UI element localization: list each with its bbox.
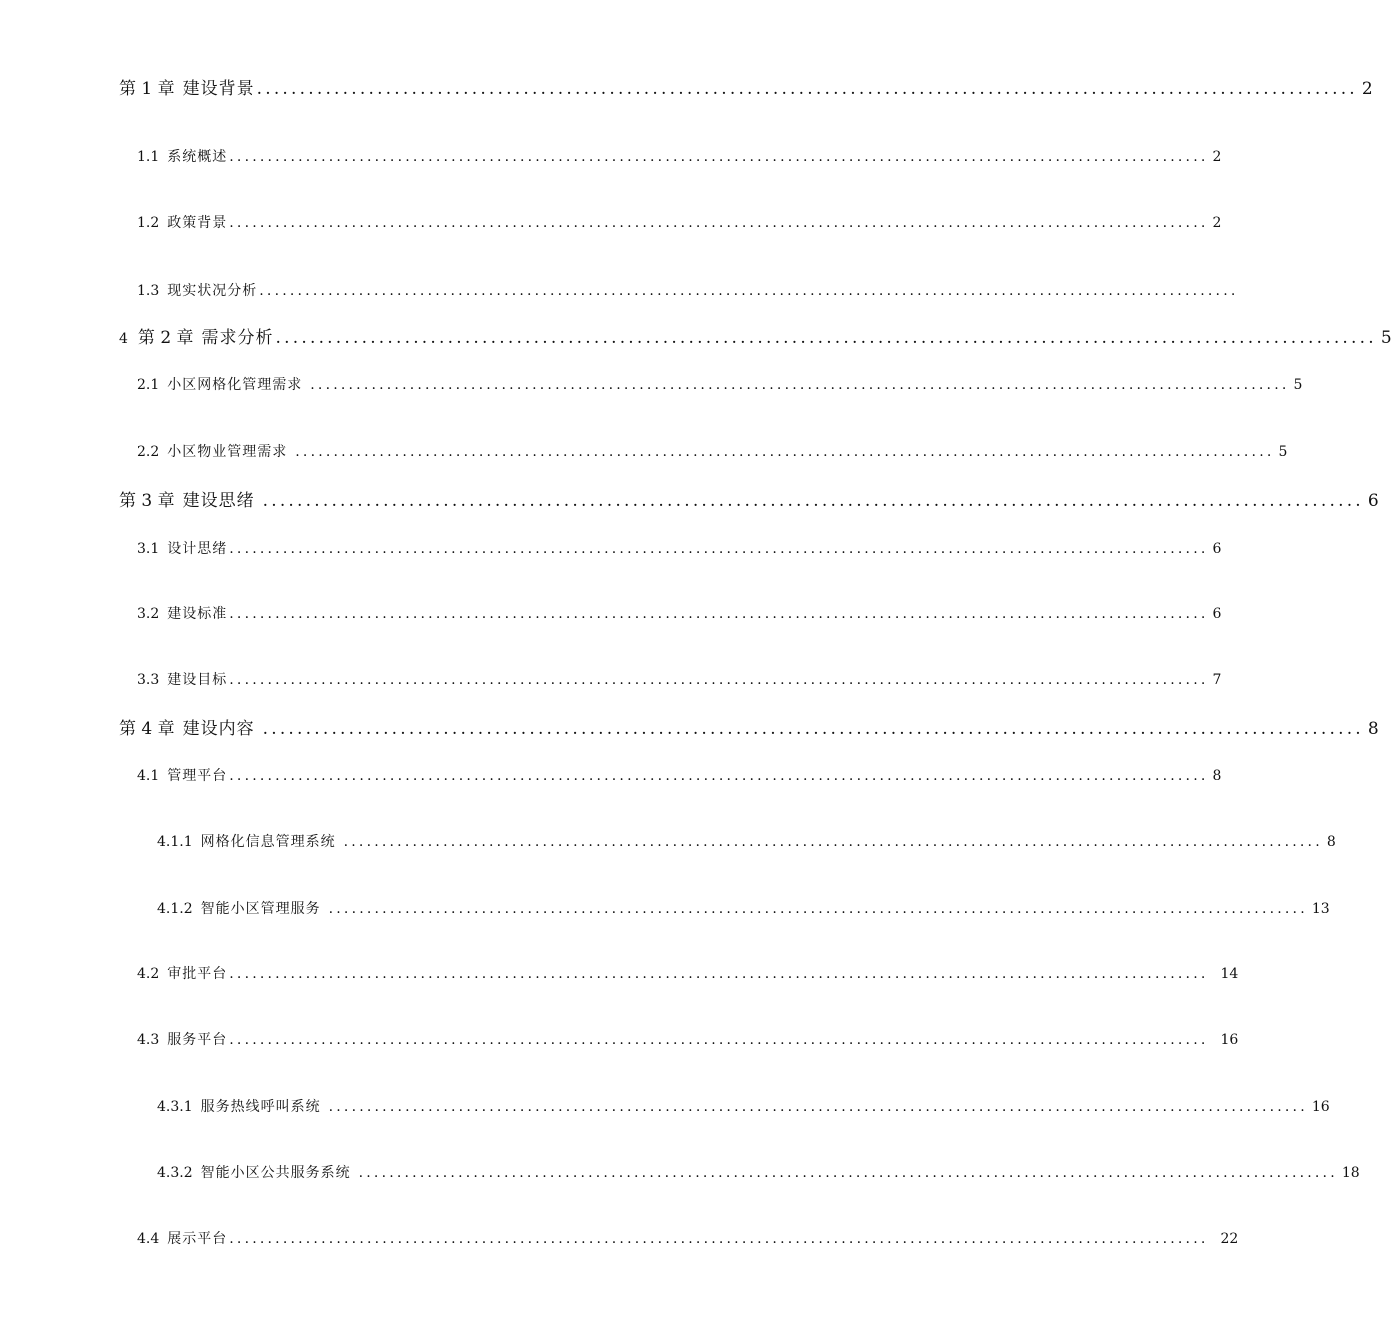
- toc-entry-4-3-1[interactable]: [157, 1096, 1330, 1116]
- toc-entry-page: 16: [1220, 1032, 1239, 1048]
- toc-entry-1-3[interactable]: [137, 280, 1239, 300]
- toc-entry-chapter-3[interactable]: [119, 486, 1379, 511]
- toc-entry-title: 审批平台: [167, 966, 228, 982]
- toc-entry-number: 4.1.2: [157, 901, 193, 917]
- toc-leader-dots: ................................................................................................................................: [229, 541, 1209, 557]
- toc-entry-page: 8: [1326, 834, 1336, 850]
- toc-leader-dots: ................................................................................................................................: [295, 444, 1275, 460]
- toc-leader-dots: ................................................................................................................................: [229, 966, 1209, 982]
- toc-entry-page: 7: [1212, 672, 1222, 688]
- toc-entry-4-1-1[interactable]: [157, 831, 1336, 851]
- toc-entry-number: 第 3 章: [119, 491, 175, 511]
- toc-entry-title: 建设标准: [167, 606, 228, 622]
- toc-entry-page: 18: [1341, 1165, 1360, 1181]
- toc-entry-title: 服务热线呼叫系统: [200, 1099, 321, 1115]
- toc-entry-3-2[interactable]: [137, 603, 1222, 623]
- toc-entry-number: 1.3: [137, 283, 160, 299]
- toc-entry-title: 小区物业管理需求: [167, 444, 288, 460]
- toc-entry-4-1-2[interactable]: [157, 898, 1330, 918]
- toc-entry-page: 5: [1278, 444, 1288, 460]
- toc-leader-dots: ................................................................................................................................: [310, 377, 1290, 393]
- toc-leader-dots: ................................................................................................................................: [328, 901, 1308, 917]
- toc-entry-number: 4.1: [137, 768, 160, 784]
- toc-entry-number: 3.3: [137, 672, 160, 688]
- toc-leader-dots: ................................................................................................................................: [229, 768, 1209, 784]
- toc-entry-title: 管理平台: [167, 768, 228, 784]
- toc-entry-page: 8: [1212, 768, 1222, 784]
- toc-entry-page: 16: [1311, 1099, 1330, 1115]
- toc-leader-dots: ................................................................................................................................: [262, 491, 1364, 511]
- toc-leader-dots: ................................................................................................................................: [229, 215, 1209, 231]
- toc-entry-title: 建设内容: [182, 719, 255, 739]
- toc-leader-dots: ................................................................................................................................: [358, 1165, 1338, 1181]
- toc-entry-page: 13: [1311, 901, 1330, 917]
- toc-entry-title: 建设目标: [167, 672, 228, 688]
- toc-entry-page: 14: [1220, 966, 1239, 982]
- toc-entry-page: 6: [1367, 491, 1379, 511]
- toc-entry-number: 4.1.1: [157, 834, 193, 850]
- toc-entry-1-2[interactable]: [137, 212, 1222, 232]
- toc-entry-2-1[interactable]: [137, 374, 1303, 394]
- toc-leader-dots: ................................................................................................................................: [275, 328, 1377, 348]
- toc-entry-4-4[interactable]: [137, 1228, 1239, 1248]
- toc-entry-title: 系统概述: [167, 149, 228, 165]
- toc-entry-title: 需求分析: [201, 328, 274, 348]
- toc-leader-dots: ................................................................................................................................: [229, 1032, 1209, 1048]
- toc-entry-chapter-4[interactable]: [119, 714, 1379, 739]
- toc-entry-number: 4.2: [137, 966, 160, 982]
- toc-leader-dots: ................................................................................................................................: [343, 834, 1323, 850]
- toc-entry-number: 2.2: [137, 444, 160, 460]
- toc-entry-3-1[interactable]: [137, 538, 1222, 558]
- toc-entry-number: 1.2: [137, 215, 160, 231]
- toc-entry-number: 第 2 章: [137, 328, 194, 348]
- toc-entry-title: 服务平台: [167, 1032, 228, 1048]
- toc-entry-4-1[interactable]: [137, 765, 1222, 785]
- toc-entry-chapter-1[interactable]: [119, 74, 1373, 99]
- toc-entry-stray-page-number: 4: [119, 331, 128, 347]
- toc-entry-number: 4.3: [137, 1032, 160, 1048]
- toc-entry-4-2[interactable]: [137, 963, 1239, 983]
- toc-entry-title: 小区网格化管理需求: [167, 377, 303, 393]
- toc-entry-2-2[interactable]: [137, 441, 1288, 461]
- toc-entry-title: 设计思绪: [167, 541, 228, 557]
- toc-entry-title: 现实状况分析: [167, 283, 258, 299]
- toc-entry-page: 2: [1212, 215, 1222, 231]
- toc-entry-page: 22: [1220, 1231, 1239, 1247]
- toc-entry-title: 建设背景: [182, 79, 255, 99]
- toc-entry-number: 4.3.1: [157, 1099, 193, 1115]
- toc-entry-title: 建设思绪: [182, 491, 255, 511]
- toc-entry-4-3[interactable]: [137, 1029, 1239, 1049]
- toc-entry-number: 3.1: [137, 541, 160, 557]
- toc-entry-page: 8: [1367, 719, 1379, 739]
- toc-entry-page: 2: [1212, 149, 1222, 165]
- toc-entry-number: 1.1: [137, 149, 160, 165]
- toc-entry-page: 6: [1212, 606, 1222, 622]
- toc-entry-title: 政策背景: [167, 215, 228, 231]
- toc-entry-number: 第 1 章: [119, 79, 175, 99]
- toc-entry-page: 5: [1293, 377, 1303, 393]
- toc-entry-title: 网格化信息管理系统: [200, 834, 336, 850]
- toc-entry-3-3[interactable]: [137, 669, 1222, 689]
- toc-entry-title: 智能小区公共服务系统: [200, 1165, 351, 1181]
- toc-leader-dots: ................................................................................................................................: [229, 1231, 1209, 1247]
- toc-leader-dots: ................................................................................................................................: [229, 606, 1209, 622]
- toc-entry-number: 第 4 章: [119, 719, 175, 739]
- toc-entry-page: 6: [1212, 541, 1222, 557]
- toc-entry-page: 2: [1361, 79, 1373, 99]
- toc-leader-dots: ................................................................................................................................: [229, 149, 1209, 165]
- toc-entry-number: 4.3.2: [157, 1165, 193, 1181]
- toc-entry-chapter-2[interactable]: [119, 323, 1392, 348]
- toc-entry-1-1[interactable]: [137, 146, 1222, 166]
- toc-entry-number: 3.2: [137, 606, 160, 622]
- toc-leader-dots: ................................................................................................................................: [259, 283, 1239, 299]
- toc-entry-title: 智能小区管理服务: [200, 901, 321, 917]
- toc-entry-page: 5: [1380, 328, 1392, 348]
- toc-leader-dots: ................................................................................................................................: [328, 1099, 1308, 1115]
- toc-entry-number: 4.4: [137, 1231, 160, 1247]
- toc-leader-dots: ................................................................................................................................: [229, 672, 1209, 688]
- toc-leader-dots: ................................................................................................................................: [256, 79, 1358, 99]
- toc-entry-number: 2.1: [137, 377, 160, 393]
- toc-leader-dots: ................................................................................................................................: [262, 719, 1364, 739]
- toc-entry-4-3-2[interactable]: [157, 1162, 1360, 1182]
- toc-entry-title: 展示平台: [167, 1231, 228, 1247]
